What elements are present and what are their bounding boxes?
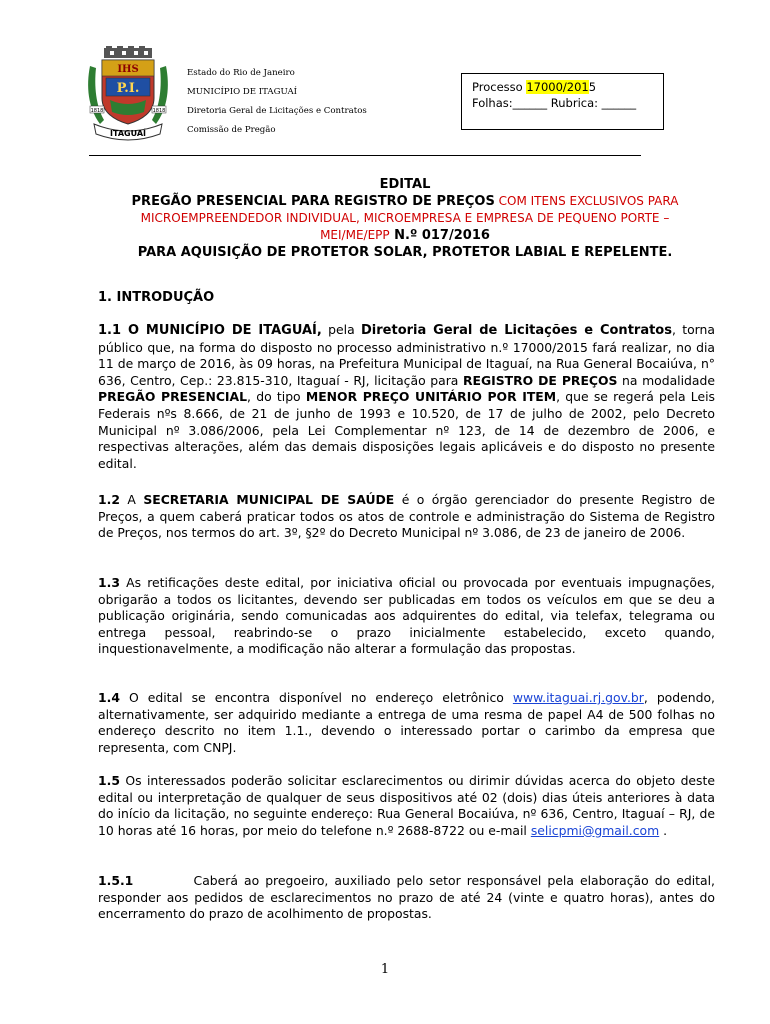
- process-box: [461, 73, 664, 130]
- section-heading-introducao: 1. INTRODUÇÃO: [98, 290, 215, 305]
- process-number: Processo 17000/2015: [472, 80, 597, 94]
- process-number-highlight: 17000/201: [526, 80, 589, 94]
- title-line-5: PARA AQUISIÇÃO DE PROTETOR SOLAR, PROTETOR LABIAL E REPELENTE.: [137, 245, 673, 260]
- title-line-2: PREGÃO PRESENCIAL PARA REGISTRO DE PREÇOS COM ITENS EXCLUSIVOS PARA: [131, 194, 679, 209]
- paragraph-1-5-1: 1.5.1 Caberá ao pregoeiro, auxiliado pelo setor responsável pela elaboração do edital, responder aos pedidos de esclarecimentos no prazo de até 24 (vinte e quatro horas), antes do encerramento do prazo de acolhimento de propostas.: [98, 873, 719, 922]
- paragraph-1-5: 1.5 Os interessados poderão solicitar esclarecimentos ou dirimir dúvidas acerca do objeto deste edital ou interpretação de qualquer de seus dispositivos até 02 (dois) dias úteis anteriores à data do início da licitação, no seguinte endereço: Rua General Bocaiúva, nº 636, Centro, Itaguaí – RJ, de 10 horas até 16 horas, por meio do telefone n.º 2688-8722 ou e-mail selicpmi@gmail.com .: [98, 773, 715, 838]
- header-divider: [89, 155, 641, 156]
- paragraph-1-4: 1.4 O edital se encontra disponível no endereço eletrônico www.itaguai.rj.gov.br, podendo, alternativamente, ser adquirido mediante a entrega de uma resma de papel A4 de 500 folhas no endereço descrito no item 1.1., devendo o interessado portar o carimbo da empresa que representa, com CNPJ.: [98, 690, 715, 755]
- header-municipality: MUNICÍPIO DE ITAGUAÍ: [187, 87, 298, 97]
- crest-banner-text: ITAGUAÍ: [110, 129, 146, 138]
- email-link[interactable]: selicpmi@gmail.com: [530, 822, 660, 838]
- header-directorate: Diretoria Geral de Licitações e Contratos: [187, 106, 367, 116]
- coat-of-arms-logo: [86, 46, 170, 142]
- title-line-3: MICROEMPREENDEDOR INDIVIDUAL, MICROEMPRESA E EMPRESA DE PEQUENO PORTE –: [140, 211, 670, 225]
- website-link[interactable]: www.itaguai.rj.gov.br: [512, 690, 644, 705]
- header-state: Estado do Rio de Janeiro: [187, 68, 295, 78]
- paragraph-1-1: 1.1 O MUNICÍPIO DE ITAGUAÍ, pela Diretoria Geral de Licitações e Contratos, torna público que, na forma do disposto no processo administrativo n.º 17000/2015 fará realizar, no dia 11 de março de 2016, às 09 horas, na Prefeitura Municipal de Itaguaí, na Rua General Bocaiúva, n° 636, Centro, Cep.: 23.815-310, Itaguaí - RJ, licitação para REGISTRO DE PREÇOS na modalidade PREGÃO PRESENCIAL, do tipo MENOR PREÇO UNITÁRIO POR ITEM, que se regerá pela Leis Federais nºs 8.666, de 21 de junho de 1993 e 10.520, de 17 de julho de 2002, pelo Decreto Municipal nº 3.086/2006, pela Lei Complementar nº 123, de 14 de dezembro de 2006, e respectivas alterações, além das demais disposições legais aplicáveis e do disposto no presente edital.: [98, 322, 716, 471]
- paragraph-1-2: 1.2 A SECRETARIA MUNICIPAL DE SAÚDE é o órgão gerenciador do presente Registro de Preços, a quem caberá praticar todos os atos de controle e administração do Sistema de Registro de Preços, nos termos do art. 3º, §2º do Decreto Municipal nº 3.086, de 23 de janeiro de 2006.: [98, 492, 715, 541]
- crest-year-left: 1818: [90, 108, 104, 114]
- crest-year-right: 1818: [152, 108, 166, 114]
- folhas-rubrica-line: Folhas:______ Rubrica: ______: [472, 96, 637, 110]
- title-edital: EDITAL: [379, 177, 431, 192]
- page-number: 1: [380, 962, 390, 977]
- title-block: [80, 176, 730, 261]
- title-line-4: MEI/ME/EPP N.º 017/2016: [320, 228, 490, 243]
- header-commission: Comissão de Pregão: [187, 125, 276, 135]
- paragraph-1-3: 1.3 As retificações deste edital, por iniciativa oficial ou provocada por eventuais impugnações, obrigarão a todos os licitantes, devendo ser publicadas em todos os veículos em que se deu a publicação originária, sendo comunicadas aos adquirentes do edital, via telefax, telegrama ou entrega pessoal, reabrindo-se o prazo inicialmente estabelecido, exceto quando, inquestionavelmente, a modificação não alterar a formulação das propostas.: [98, 575, 715, 657]
- crest-ihs-text: IHS: [117, 64, 139, 75]
- crest-pi-text: P.I.: [116, 81, 140, 96]
- header-institution: [187, 64, 367, 140]
